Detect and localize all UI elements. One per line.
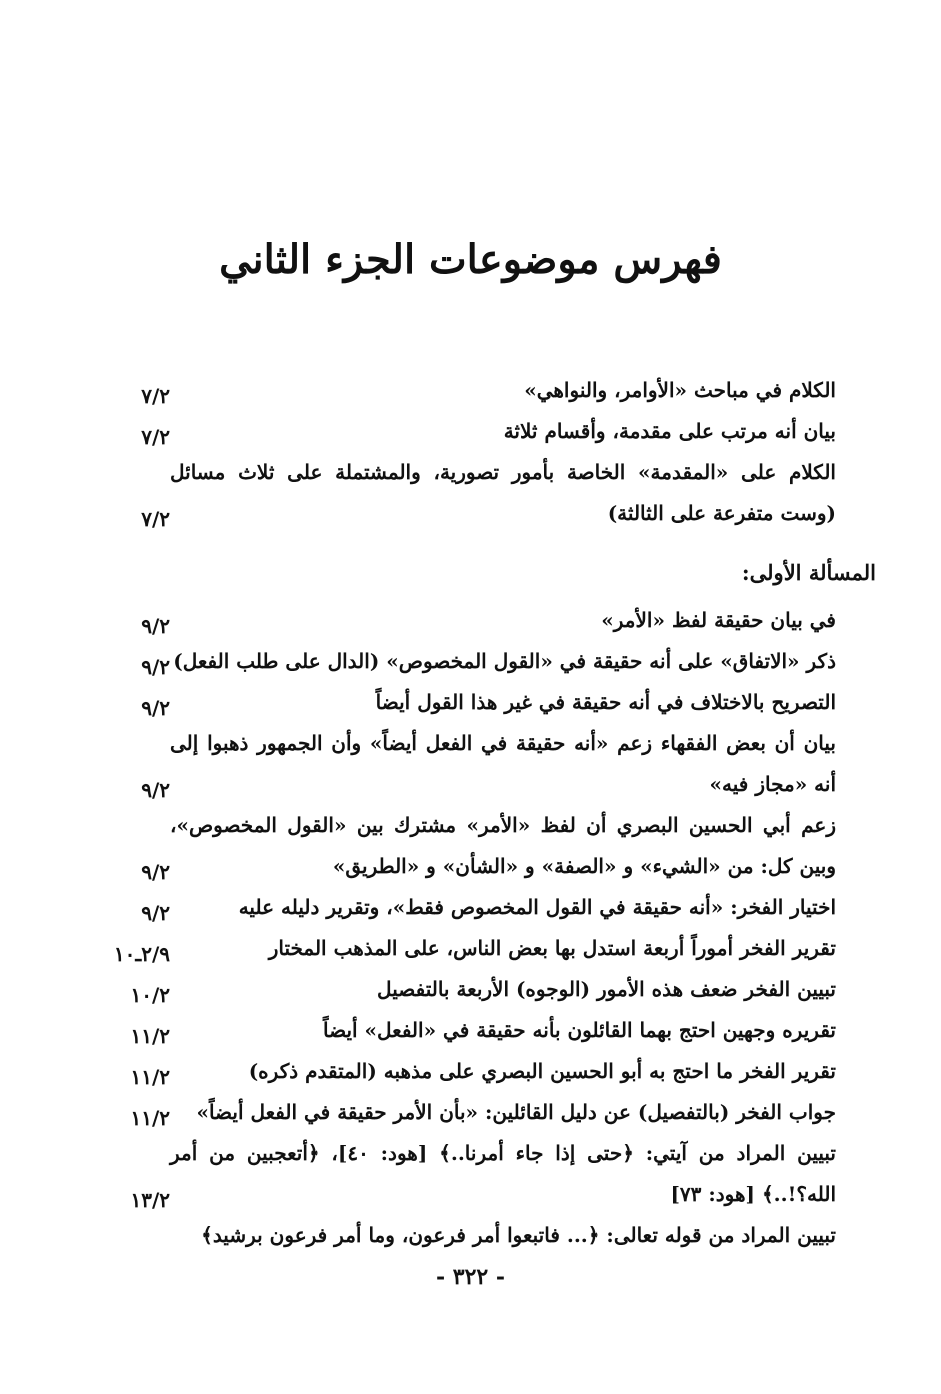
entry-text: تبيين الفخر ضعف هذه الأمور (الوجوه) الأربعة بالتفصيل [377, 977, 836, 1001]
page-ref: ١١/٢ [130, 1106, 170, 1130]
entry-text: الكلام في مباحث «الأوامر، والنواهي» [524, 378, 836, 402]
page-ref: ٩/٢ [141, 614, 170, 638]
toc-entry [80, 1133, 836, 1215]
toc-entry [80, 805, 836, 887]
entry-text: زعم أبي الحسين البصري أن لفظ «الأمر» مشترك بين «القول المخصوص»، وبين كل: من «الشيء» و «الصفة» و «الشأن» و «الطريق» [170, 813, 836, 878]
page-ref: ٩/٢ [141, 860, 170, 884]
toc-entry [80, 969, 836, 1010]
page-ref: ١٣/٢ [130, 1188, 170, 1212]
section-heading: المسألة الأولى: [741, 560, 876, 585]
page-ref [80, 1253, 170, 1256]
entry-text: تبيين المراد من آيتي: ﴿حتى إذا جاء أمرنا..﴾ [هود: ٤٠]، ﴿أتعجبين من أمر الله؟!..﴾ [هود: ٧٣] [170, 1141, 836, 1206]
page-ref: ٩/٢ [141, 655, 170, 679]
toc-entry [80, 887, 836, 928]
toc-entry [80, 723, 836, 805]
entry-text: جواب الفخر (بالتفصيل) عن دليل القائلين: «بأن الأمر حقيقة في الفعل أيضاً» [196, 1100, 836, 1124]
page-ref: ٧/٢ [141, 425, 170, 449]
entry-text: التصريح بالاختلاف في أنه حقيقة في غير هذا القول أيضاً [375, 690, 836, 714]
page-ref: ١١/٢ [130, 1065, 170, 1089]
toc-entry [80, 1010, 836, 1051]
toc-entry [80, 1092, 836, 1133]
entry-text: اختيار الفخر: «أنه حقيقة في القول المخصوص فقط»، وتقرير دليله عليه [238, 895, 836, 919]
page-title: فهرس موضوعات الجزء الثاني [219, 236, 722, 283]
table-of-contents [80, 370, 876, 1256]
entry-text: في بيان حقيقة لفظ «الأمر» [601, 608, 836, 632]
entry-text: تقرير الفخر ما احتج به أبو الحسين البصري على مذهبه (المتقدم ذكره) [248, 1059, 836, 1083]
page-number: - ٣٢٢ - [435, 1264, 506, 1290]
page-ref: ٧/٢ [141, 507, 170, 531]
toc-entry [80, 370, 836, 411]
toc-entry [80, 682, 836, 723]
page-ref: ٢/٩ـ١٠ [113, 942, 170, 966]
toc-entry [80, 641, 836, 682]
entry-text: تقريره وجهين احتج بهما القائلون بأنه حقيقة في «الفعل» أيضاً [323, 1018, 836, 1042]
page-ref: ١٠/٢ [130, 983, 170, 1007]
entry-text: تبيين المراد من قوله تعالى: ﴿... فاتبعوا أمر فرعون، وما أمر فرعون برشيد﴾ [201, 1223, 836, 1247]
entry-text: ذكر «الاتفاق» على أنه حقيقة في «القول المخصوص» (الدال على طلب الفعل) [173, 649, 836, 673]
page-ref: ٩/٢ [141, 696, 170, 720]
entry-text: الكلام على «المقدمة» الخاصة بأمور تصورية، والمشتملة على ثلاث مسائل (وست متفرعة على الثالثة) [170, 460, 836, 525]
toc-entry [80, 600, 836, 641]
toc-entry [80, 928, 836, 969]
entry-text: بيان أنه مرتب على مقدمة، وأقسام ثلاثة [503, 419, 836, 443]
page-ref: ٧/٢ [141, 384, 170, 408]
toc-entry [80, 1215, 836, 1256]
toc-entry [80, 411, 836, 452]
toc-entry [80, 452, 836, 534]
entry-text: بيان أن بعض الفقهاء زعم «أنه حقيقة في الفعل أيضاً» وأن الجمهور ذهبوا إلى أنه «مجاز فيه» [170, 731, 836, 796]
page-ref: ١١/٢ [130, 1024, 170, 1048]
toc-entry [80, 1051, 836, 1092]
page-ref: ٩/٢ [141, 901, 170, 925]
page-ref: ٩/٢ [141, 778, 170, 802]
entry-text: تقرير الفخر أموراً أربعة استدل بها بعض الناس، على المذهب المختار [268, 936, 836, 960]
